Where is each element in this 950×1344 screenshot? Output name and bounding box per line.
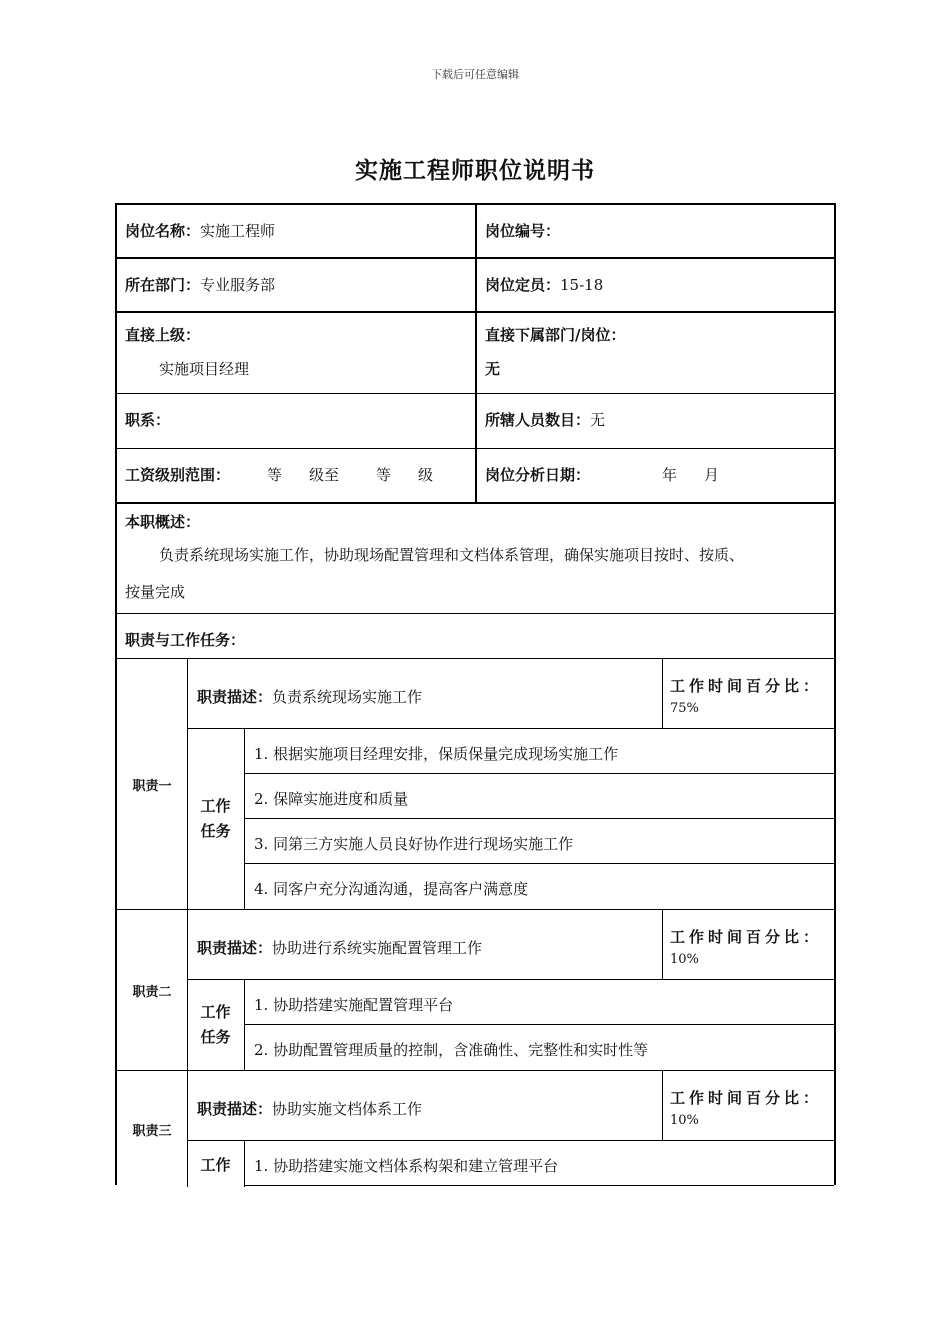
task-number: 4. [254,880,269,898]
duty-description-text: 协助实施文档体系工作 [272,1100,423,1118]
row-divider [244,818,834,819]
row-divider [117,613,834,614]
task-item [254,1155,558,1176]
row-divider [117,909,834,910]
task-text: 协助搭建实施文档体系构架和建立管理平台 [273,1157,559,1175]
time-percent-value: 10% [670,952,699,967]
headcount-value: 15-18 [560,276,604,294]
task-text: 根据实施项目经理安排，保质保量完成现场实施工作 [273,745,619,763]
salary-grade-word: 级至 [309,466,340,484]
managed-count-value: 无 [590,411,606,429]
work-tasks-label: 工作 任务 [200,1003,231,1046]
post-name-value: 实施工程师 [200,222,276,240]
superior-label: 直接上级： [125,326,201,344]
duty-description-label: 职责描述： [197,939,273,957]
post-name-label: 岗位名称： [125,222,201,240]
task-item [254,833,573,854]
col-divider [244,979,245,1070]
managed-count-label: 所辖人员数目： [485,411,591,429]
task-text: 同第三方实施人员良好协作进行现场实施工作 [273,835,574,853]
job-description-table [115,203,836,1185]
header-note: 下载后可任意编辑 [431,68,519,81]
row-divider [187,979,834,980]
time-percent-label: 工作时间百分比： [670,1089,823,1107]
task-item [254,1039,648,1060]
duty-description-text: 协助进行系统实施配置管理工作 [272,939,483,957]
time-percent-value: 10% [670,1113,699,1128]
department-value: 专业服务部 [200,276,276,294]
row-divider [244,863,834,864]
post-code-field [485,220,560,241]
col-divider [244,1140,245,1187]
salary-grade-word: 级 [418,466,434,484]
row-divider [117,502,834,504]
task-number: 1. [254,996,269,1014]
row-divider [117,1070,834,1071]
department-label: 所在部门： [125,276,201,294]
duty-description-label: 职责描述： [197,688,273,706]
task-text: 同客户充分沟通沟通，提高客户满意度 [273,880,529,898]
time-percent-label: 工作时间百分比： [670,677,823,695]
superior-value: 实施项目经理 [159,360,250,378]
duty-name: 职责二 [132,984,172,1000]
col-divider [244,728,245,909]
managed-count-field [485,409,605,430]
duty-description [197,686,422,707]
task-number: 1. [254,1157,269,1175]
col-divider [662,1070,663,1140]
row-divider [244,1185,834,1186]
work-tasks-label: 工作 [200,1155,231,1174]
task-item [254,788,408,809]
page-title: 实施工程师职位说明书 [355,158,595,184]
duty-description [197,1098,422,1119]
task-item [254,743,618,764]
overview-text-line: 负责系统现场实施工作，协助现场配置管理和文档体系管理，确保实施项目按时、按质、 [159,546,745,564]
series-field [125,409,170,430]
post-name-field [125,220,275,241]
col-divider [662,658,663,728]
subordinate-value: 无 [485,360,501,378]
department-field [125,274,275,295]
task-text: 保障实施进度和质量 [273,790,409,808]
series-label: 职系： [125,411,171,429]
row-divider [244,773,834,774]
analysis-year-word: 年 [662,466,678,484]
col-divider [475,205,477,502]
overview-text-line: 按量完成 [125,583,186,601]
task-number: 1. [254,745,269,763]
post-code-label: 岗位编号： [485,222,561,240]
task-number: 3. [254,835,269,853]
col-divider [662,909,663,979]
work-tasks-label: 工作 任务 [200,797,231,840]
task-number: 2. [254,1041,269,1059]
task-item [254,994,453,1015]
duty-description-label: 职责描述： [197,1100,273,1118]
duty-name: 职责三 [132,1123,172,1139]
overview-label: 本职概述： [125,513,201,531]
task-text: 协助配置管理质量的控制，含准确性、完整性和实时性等 [273,1041,649,1059]
row-divider [244,1024,834,1025]
task-item [254,878,528,899]
duty-description [197,937,482,958]
task-text: 协助搭建实施配置管理平台 [273,996,454,1014]
row-divider [117,658,834,659]
salary-range-label: 工资级别范围： [125,466,231,484]
headcount-field [485,274,603,295]
duty-name: 职责一 [132,778,172,794]
time-percent-label: 工作时间百分比： [670,928,823,946]
row-divider [187,728,834,729]
duties-header: 职责与工作任务： [125,631,246,649]
headcount-label: 岗位定员： [485,276,561,294]
duty-description-text: 负责系统现场实施工作 [272,688,423,706]
row-divider [187,1140,834,1141]
salary-grade-word: 等 [267,466,283,484]
time-percent-value: 75% [670,701,699,716]
salary-grade-word: 等 [376,466,392,484]
subordinate-label: 直接下属部门/岗位： [485,326,626,344]
analysis-date-label: 岗位分析日期： [485,466,591,484]
task-number: 2. [254,790,269,808]
analysis-month-word: 月 [704,466,720,484]
